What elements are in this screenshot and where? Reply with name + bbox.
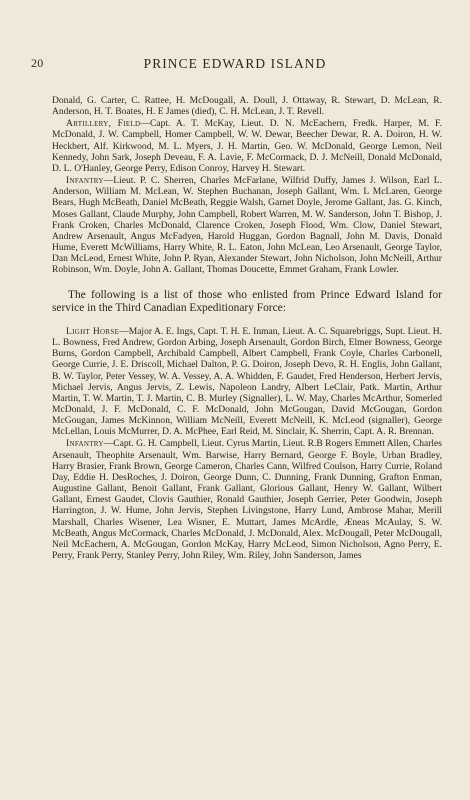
page-number: 20 [31,56,44,70]
light-horse-text: —Major A. E. Ings, Capt. T. H. E. Inman, Lieut. A. C. Squarebriggs, Supt. Lieut. H. L. Bowness, Fred Andrew, Gordon Arbing, Joseph Arsenault, Gordon Birch, Elmer Bowness, George Burns, Gordon Campbell, Archibald Campbell, Albert Campbell, Frank Coyle, Charles Carbonell, George Currie, J. E. Driscoll, Michael Dalton, P. G. Doiron, Joseph Devo, R. H. Englis, John Gallant, B. W. Taylor, Peter Vessey, W. A. Vessey, A. A. Whidden, F. Gaudet, Fred Henderson, Herbert Jervis, Michael Jervis, Angus Jervis, Z. Lewis, Napoleon Landry, Albert LeClair, Patk. Martin, Arthur Martin, T. W. Martin, T. J. Martin, C. B. Murley (Signaller), L. W. May, Charles McArthur, Somerled McDonald, J. F. McDonald, C. F. McDonald, John McGougan, David McGougan, Gordon McGougan, James McKinnon, William McNeill, Everett McNeill, K. McLeod (signaller), George McLellan, Louis McMurrer, D. A. McPhee, Earl Reid, M. Sinclair, K. Sherrin, Capt. A. R. Brennan. [52,325,442,438]
page-header-title: PRINCE EDWARD ISLAND [143,56,327,71]
infantry-text-one: —Lieut. P. C. Sherren, Charles McFarlane, Wilfrid Duffy, James J. Wilson, Earl L. Anderson, William M. McLean, W. Stephen Buchanan, Joseph Gallant, Wm. L McLaren, George Bears, Hugh McBeath, Daniel McBeath, Reggie Walsh, Garnet Doyle, Jerome Gallant, Jas. G. Kinch, Moses Gallant, Claude Murphy, John Campbell, Robert Warren, M. W. Sanderson, John T. Bishop, J. Frank Croken, Charles McDonald, Clarence Croken, Joseph Flood, Wm. Clow, Daniel Stewart, Andrew Arsenault, Angus McFadyen, Harold Huggan, Gordon Bagnall, John M. Davis, Donald Hume, Everett McWilliams, Harry White, R. L. Eaton, John McLean, Leo Arsenault, George Taylor, Dan McLeod, Ernest White, John P. Ryan, Alexander Stewart, John Nicholson, John McNeill, Arthur Robinson, Wm. Doyle, John A. Gallant, Thomas Doucette, Emmet Graham, Frank Lowler. [52,175,442,276]
running-header [31,56,439,72]
light-horse-paragraph [52,326,442,438]
infantry-text-two: —Capt. G. H. Campbell, Lieut. Cyrus Martin, Lieut. R.B Rogers Emmett Allen, Charles Arsenault, Theophite Arsenault, Wm. Barwise, Harry Bernard, George F. Boyle, Urban Bradley, Harry Brasier, Frank Brown, George Cameron, Charles Cann, Wilfred Coulson, Harry Currie, Roland Day, Eddie H. DesRoches, J. Doiron, George Dunn, C. Dunning, Frank Dunning, Grafton Enman, Augustine Gallant, Benoit Gallant, Frank Gallant, Glorious Gallant, Henry W. Gallant, Wilbert Gallant, Ernest Gaudet, Clovis Gauthier, Ronald Gauthier, Joseph Gerrier, Peter Goodwin, Joseph Harrington, J. W. Hume, John Jervis, Stephen Livingstone, Harry Lund, Ambrose Mahar, Merill Marshall, Charles Wisener, Lea Wisner, E. Muttart, James McArdle, Æneas McAulay, S. W. McBeath, Angus McCormack, Charles McDonald, J. McDonald, Alex. McDougall, Peter McDougall, Neil McEachern, A. McGougan, Gordon McKay, Harry McLeod, Simon Nicholson, Agno Perry, E. Perry, Frank Perry, Stanley Perry, John Riley, Wm. Riley, John Sanderson, James [52,438,442,562]
third-contingent-intro: The following is a list of those who enlisted from Prince Edward Island for service in the Third Canadian Expeditionary Force: [52,288,442,314]
page-body [52,95,442,562]
continuation-text: Donald, G. Carter, C. Rattee, H. McDougall, A. Doull, J. Ottaway, R. Stewart, D. McLean, R. Anderson, H. T. Boates, H. E James (died), C. H. McLean, J. T. Revell. [52,95,442,118]
infantry-paragraph-two [52,438,442,561]
field-artillery-label: Artillery, Field [66,118,141,130]
field-artillery-paragraph [52,118,442,174]
infantry-paragraph-one [52,175,442,275]
continuation-paragraph [52,95,442,117]
field-artillery-text: —Capt. A. T. McKay, Lieut. D. N. McEachern, Fredk. Harper, M. F. McDonald, J. W. Campbell, Homer Campbell, W. W. Dewar, Beecher Dewar, R. A. Doiron, H. W. Heckbert, Alf. Kirkwood, M. L. Myers, J. H. Martin, Geo. W. McDonald, George Lemon, Neil Kennedy, John Sark, Joseph Deveau, F. A. Lavie, F. McCormack, D. J. McNeill, Donald McDonald, D. L. O'Hanley, George Perry, Edison Conroy, Harvey H. Stewart. [52,118,442,174]
infantry-label-one: Infantry [66,175,104,187]
infantry-label-two: Infantry [66,438,104,450]
light-horse-label: Light Horse [66,325,120,337]
